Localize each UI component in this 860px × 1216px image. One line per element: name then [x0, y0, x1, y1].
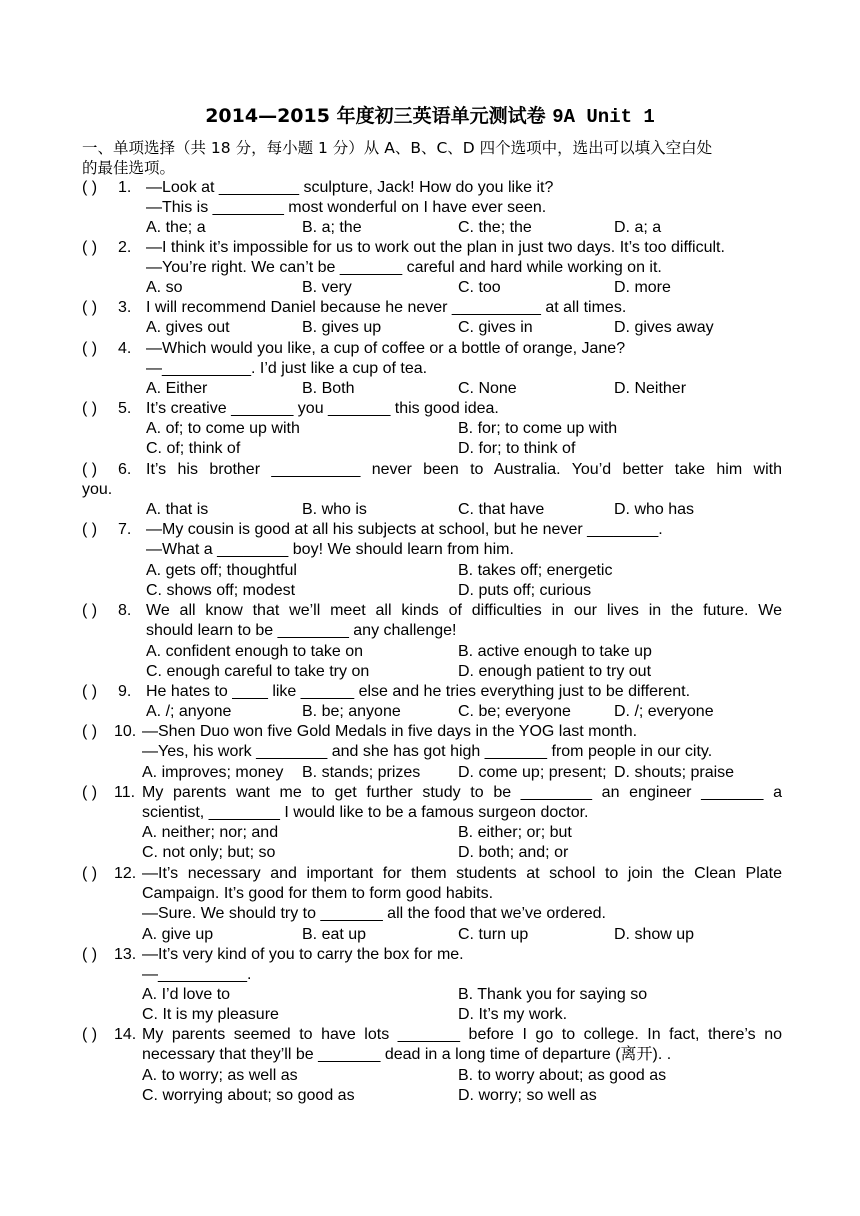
question-text-line: —Look at _________ sculpture, Jack! How do you like it? — [146, 179, 554, 196]
question-text-line: —Which would you like, a cup of coffee or a bottle of orange, Jane? — [146, 340, 626, 357]
option-d: D. more — [614, 279, 671, 296]
answer-blank: ( ) — [82, 461, 98, 478]
question-text-line: My parents want me to get further study to be ________ an engineer _______ a — [142, 784, 782, 801]
answer-blank: ( ) — [82, 521, 98, 538]
option-d: D. enough patient to try out — [458, 663, 652, 680]
question-number: 13. — [114, 946, 137, 963]
question-number: 4. — [118, 340, 132, 357]
option-c: C. the; the — [458, 219, 532, 236]
question-text-line: —You’re right. We can’t be _______ careful and hard while working on it. — [146, 259, 662, 276]
option-d: D. puts off; curious — [458, 582, 592, 599]
question-text-line: should learn to be ________ any challenge! — [146, 622, 457, 639]
question-text-line: —What a ________ boy! We should learn from him. — [146, 541, 514, 558]
answer-blank: ( ) — [82, 946, 98, 963]
question-number: 14. — [114, 1026, 137, 1043]
option-d: D. shouts; praise — [614, 764, 735, 781]
option-a: A. to worry; as well as — [142, 1067, 298, 1084]
question-text-line: He hates to ____ like ______ else and he tries everything just to be different. — [146, 683, 691, 700]
answer-blank: ( ) — [82, 179, 98, 196]
question-text-line: —This is ________ most wonderful on I have ever seen. — [146, 199, 547, 216]
option-a: A. neither; nor; and — [142, 824, 279, 841]
question-text-line: I will recommend Daniel because he never __________ at all times. — [146, 299, 627, 316]
option-b: B. Thank you for saying so — [458, 986, 648, 1003]
answer-blank: ( ) — [82, 340, 98, 357]
option-c: C. worrying about; so good as — [142, 1087, 355, 1104]
page-title — [0, 102, 860, 131]
instructions-line-1: 一、单项选择（共 18 分，每小题 1 分）从 A、B、C、D 四个选项中，选出可以填入空白处 — [82, 139, 713, 157]
option-c: C. that have — [458, 501, 545, 518]
option-d: D. worry; so well as — [458, 1087, 597, 1104]
answer-blank: ( ) — [82, 683, 98, 700]
question-number: 2. — [118, 239, 132, 256]
answer-blank: ( ) — [82, 865, 98, 882]
answer-blank: ( ) — [82, 784, 98, 801]
option-a: A. /; anyone — [146, 703, 232, 720]
question-text-line: —__________. I’d just like a cup of tea. — [146, 360, 428, 377]
question-text-line: Campaign. It’s good for them to form good habits. — [142, 885, 494, 902]
option-a: A. of; to come up with — [146, 420, 300, 437]
option-c: D. come up; present; — [458, 764, 607, 781]
option-b: B. stands; prizes — [302, 764, 421, 781]
option-d: D. It’s my work. — [458, 1006, 568, 1023]
answer-blank: ( ) — [82, 723, 98, 740]
option-a: A. Either — [146, 380, 208, 397]
question-text-line: —Yes, his work ________ and she has got high _______ from people in our city. — [142, 743, 713, 760]
question-text-line: —Shen Duo won five Gold Medals in five days in the YOG last month. — [142, 723, 638, 740]
question-text-line: It’s his brother __________ never been to Australia. You’d better take him with — [146, 461, 782, 478]
option-a: A. gives out — [146, 319, 230, 336]
option-d: D. both; and; or — [458, 844, 569, 861]
answer-blank: ( ) — [82, 400, 98, 417]
question-number: 1. — [118, 179, 132, 196]
answer-blank: ( ) — [82, 1026, 98, 1043]
question-text-line: —It’s necessary and important for them students at school to join the Clean Plate — [142, 865, 782, 882]
title-main: 2014—2015 年度初三英语单元测试卷 — [205, 105, 553, 127]
option-b: B. be; anyone — [302, 703, 401, 720]
option-a: A. I’d love to — [142, 986, 231, 1003]
question-text-line: —Sure. We should try to _______ all the food that we’ve ordered. — [142, 905, 606, 922]
option-d: D. for; to think of — [458, 440, 576, 457]
question-text-line: you. — [82, 481, 113, 498]
question-number: 11. — [114, 784, 136, 801]
question-number: 8. — [118, 602, 132, 619]
question-number: 3. — [118, 299, 132, 316]
question-text-line: —I think it’s impossible for us to work out the plan in just two days. It’s too difficult. — [146, 239, 725, 256]
option-c: C. too — [458, 279, 501, 296]
question-number: 10. — [114, 723, 137, 740]
option-b: B. eat up — [302, 926, 367, 943]
question-text-line: —__________. — [142, 966, 252, 983]
question-text-line: —It’s very kind of you to carry the box for me. — [142, 946, 464, 963]
option-d: D. Neither — [614, 380, 687, 397]
option-c: C. not only; but; so — [142, 844, 276, 861]
option-a: A. that is — [146, 501, 209, 518]
option-c: C. be; everyone — [458, 703, 571, 720]
option-d: D. gives away — [614, 319, 714, 336]
option-d: D. /; everyone — [614, 703, 714, 720]
option-b: B. either; or; but — [458, 824, 572, 841]
option-c: C. shows off; modest — [146, 582, 296, 599]
option-b: B. to worry about; as good as — [458, 1067, 667, 1084]
option-d: D. who has — [614, 501, 695, 518]
question-number: 7. — [118, 521, 132, 538]
question-number: 12. — [114, 865, 137, 882]
question-number: 9. — [118, 683, 132, 700]
option-b: B. a; the — [302, 219, 362, 236]
title-unit: 9A Unit 1 — [552, 106, 655, 128]
option-c: C. gives in — [458, 319, 533, 336]
question-number: 5. — [118, 400, 132, 417]
question-text-line: scientist, ________ I would like to be a famous surgeon doctor. — [142, 804, 589, 821]
question-text-line: necessary that they’ll be _______ dead in a long time of departure (离开). . — [142, 1046, 672, 1063]
option-a: A. the; a — [146, 219, 206, 236]
answer-blank: ( ) — [82, 239, 98, 256]
option-b: B. gives up — [302, 319, 382, 336]
option-d: D. a; a — [614, 219, 662, 236]
option-c: C. of; think of — [146, 440, 241, 457]
question-number: 6. — [118, 461, 132, 478]
answer-blank: ( ) — [82, 299, 98, 316]
option-b: B. for; to come up with — [458, 420, 618, 437]
answer-blank: ( ) — [82, 602, 98, 619]
question-text-line: My parents seemed to have lots _______ before I go to college. In fact, there’s no — [142, 1026, 782, 1043]
option-a: A. gets off; thoughtful — [146, 562, 297, 579]
option-c: C. None — [458, 380, 517, 397]
question-text-line: It’s creative _______ you _______ this good idea. — [146, 400, 499, 417]
option-b: B. active enough to take up — [458, 643, 652, 660]
question-text-line: We all know that we’ll meet all kinds of difficulties in our lives in the future. We — [146, 602, 782, 619]
option-c: C. enough careful to take try on — [146, 663, 370, 680]
instructions-line-2: 的最佳选项。 — [82, 159, 176, 177]
option-a: A. confident enough to take on — [146, 643, 364, 660]
option-d: D. show up — [614, 926, 695, 943]
option-a: A. give up — [142, 926, 214, 943]
question-text-line: —My cousin is good at all his subjects at school, but he never ________. — [146, 521, 663, 538]
option-b: B. who is — [302, 501, 367, 518]
option-c: C. It is my pleasure — [142, 1006, 279, 1023]
option-a: A. so — [146, 279, 183, 296]
option-b: B. takes off; energetic — [458, 562, 613, 579]
option-c: C. turn up — [458, 926, 529, 943]
option-a: A. improves; money — [142, 764, 284, 781]
option-b: B. very — [302, 279, 352, 296]
option-b: B. Both — [302, 380, 355, 397]
